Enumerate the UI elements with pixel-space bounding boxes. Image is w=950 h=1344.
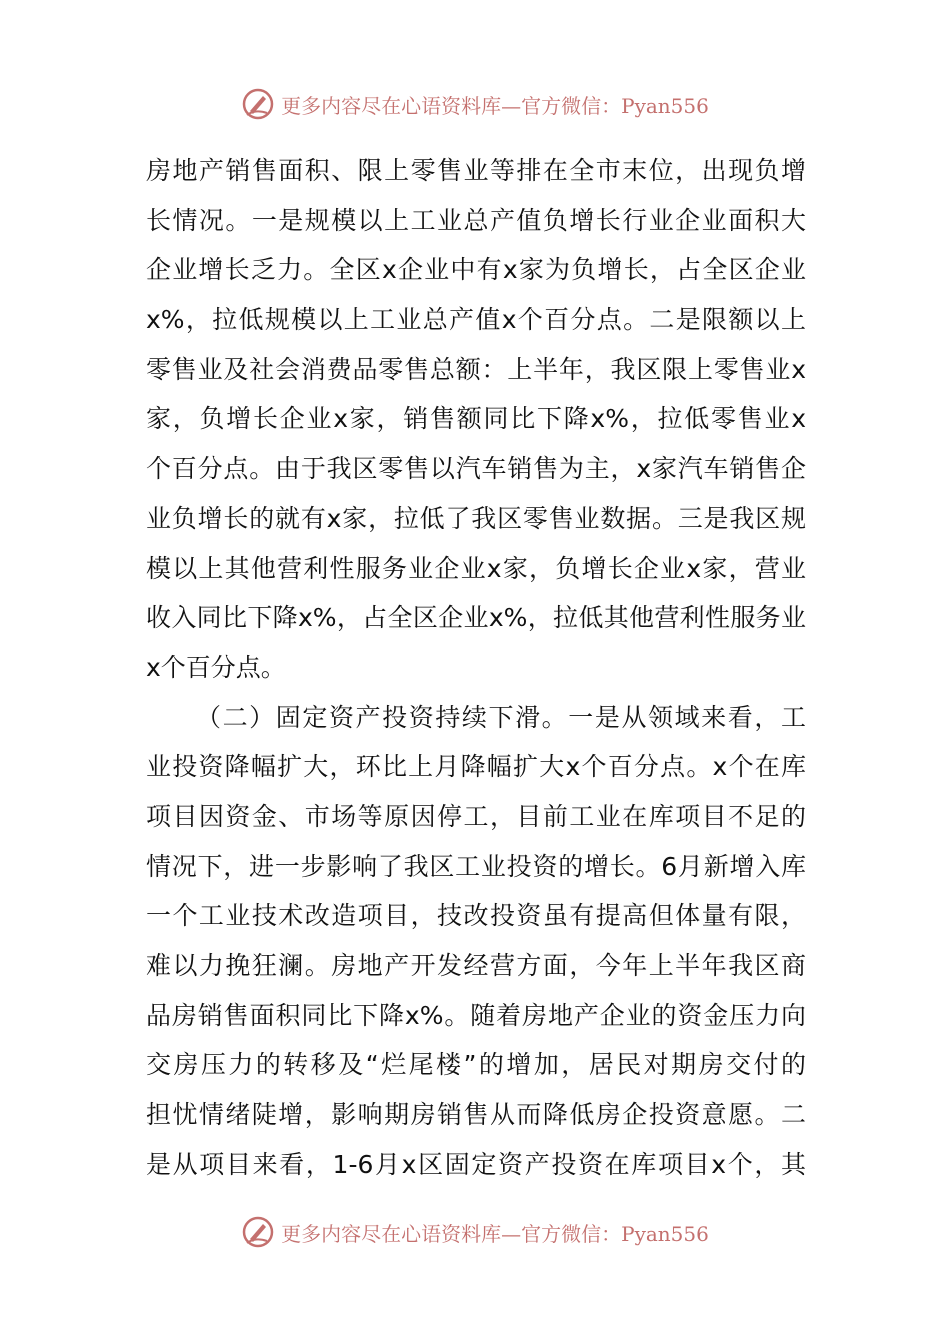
text-line: 收入同比下降x%，占全区企业x%，拉低其他营利性服务业 bbox=[146, 603, 806, 633]
text-line: 交房压力的转移及“烂尾楼”的增加，居民对期房交付的 bbox=[146, 1050, 806, 1080]
text-line: 品房销售面积同比下降x%。随着房地产企业的资金压力向 bbox=[146, 1000, 806, 1030]
text-line: 零售业及社会消费品零售总额：上半年，我区限上零售业x bbox=[146, 354, 806, 384]
text-line: x个百分点。 bbox=[146, 652, 286, 682]
text-line: 家，负增长企业x家，销售额同比下降x%，拉低零售业x bbox=[146, 404, 806, 434]
text-line: 是从项目来看，1-6月x区固定资产投资在库项目x个，其 bbox=[146, 1149, 806, 1179]
watermark-banner-bottom bbox=[0, 1212, 950, 1252]
text-line: 业投资降幅扩大，环比上月降幅扩大x个百分点。x个在库 bbox=[146, 752, 806, 782]
text-line: 难以力挽狂澜。房地产开发经营方面，今年上半年我区商 bbox=[146, 951, 806, 980]
text-line: 企业增长乏力。全区x企业中有x家为负增长，占全区企业 bbox=[146, 255, 806, 285]
text-line: 一个工业技术改造项目，技改投资虽有提高但体量有限， bbox=[146, 901, 806, 931]
pen-logo-icon bbox=[241, 1215, 275, 1249]
text-line: 担忧情绪陡增，影响期房销售从而降低房企投资意愿。二 bbox=[146, 1100, 806, 1130]
text-line: 情况下，进一步影响了我区工业投资的增长。6月新增入库 bbox=[146, 851, 806, 881]
text-line: 模以上其他营利性服务业企业x家，负增长企业x家，营业 bbox=[146, 553, 806, 583]
text-line: 业负增长的就有x家，拉低了我区零售业数据。三是我区规 bbox=[146, 503, 806, 533]
text-line: 项目因资金、市场等原因停工，目前工业在库项目不足的 bbox=[146, 801, 806, 831]
paragraph bbox=[146, 693, 806, 1190]
text-line: 个百分点。由于我区零售以汽车销售为主，x家汽车销售企 bbox=[146, 454, 806, 484]
watermark-text: 更多内容尽在心语资料库—官方微信：Pyan556 bbox=[281, 93, 709, 118]
text-line: 房地产销售面积、限上零售业等排在全市末位，出现负增 bbox=[146, 156, 806, 185]
text-line: （二）固定资产投资持续下滑。一是从领域来看，工 bbox=[196, 702, 806, 732]
watermark-banner-top bbox=[0, 84, 950, 124]
text-line: 长情况。一是规模以上工业总产值负增长行业企业面积大 bbox=[146, 205, 806, 235]
document-body bbox=[146, 146, 806, 1189]
paragraph bbox=[146, 146, 806, 693]
text-line: x%，拉低规模以上工业总产值x个百分点。二是限额以上 bbox=[146, 305, 806, 335]
watermark-text: 更多内容尽在心语资料库—官方微信：Pyan556 bbox=[281, 1221, 709, 1246]
pen-logo-icon bbox=[241, 87, 275, 121]
